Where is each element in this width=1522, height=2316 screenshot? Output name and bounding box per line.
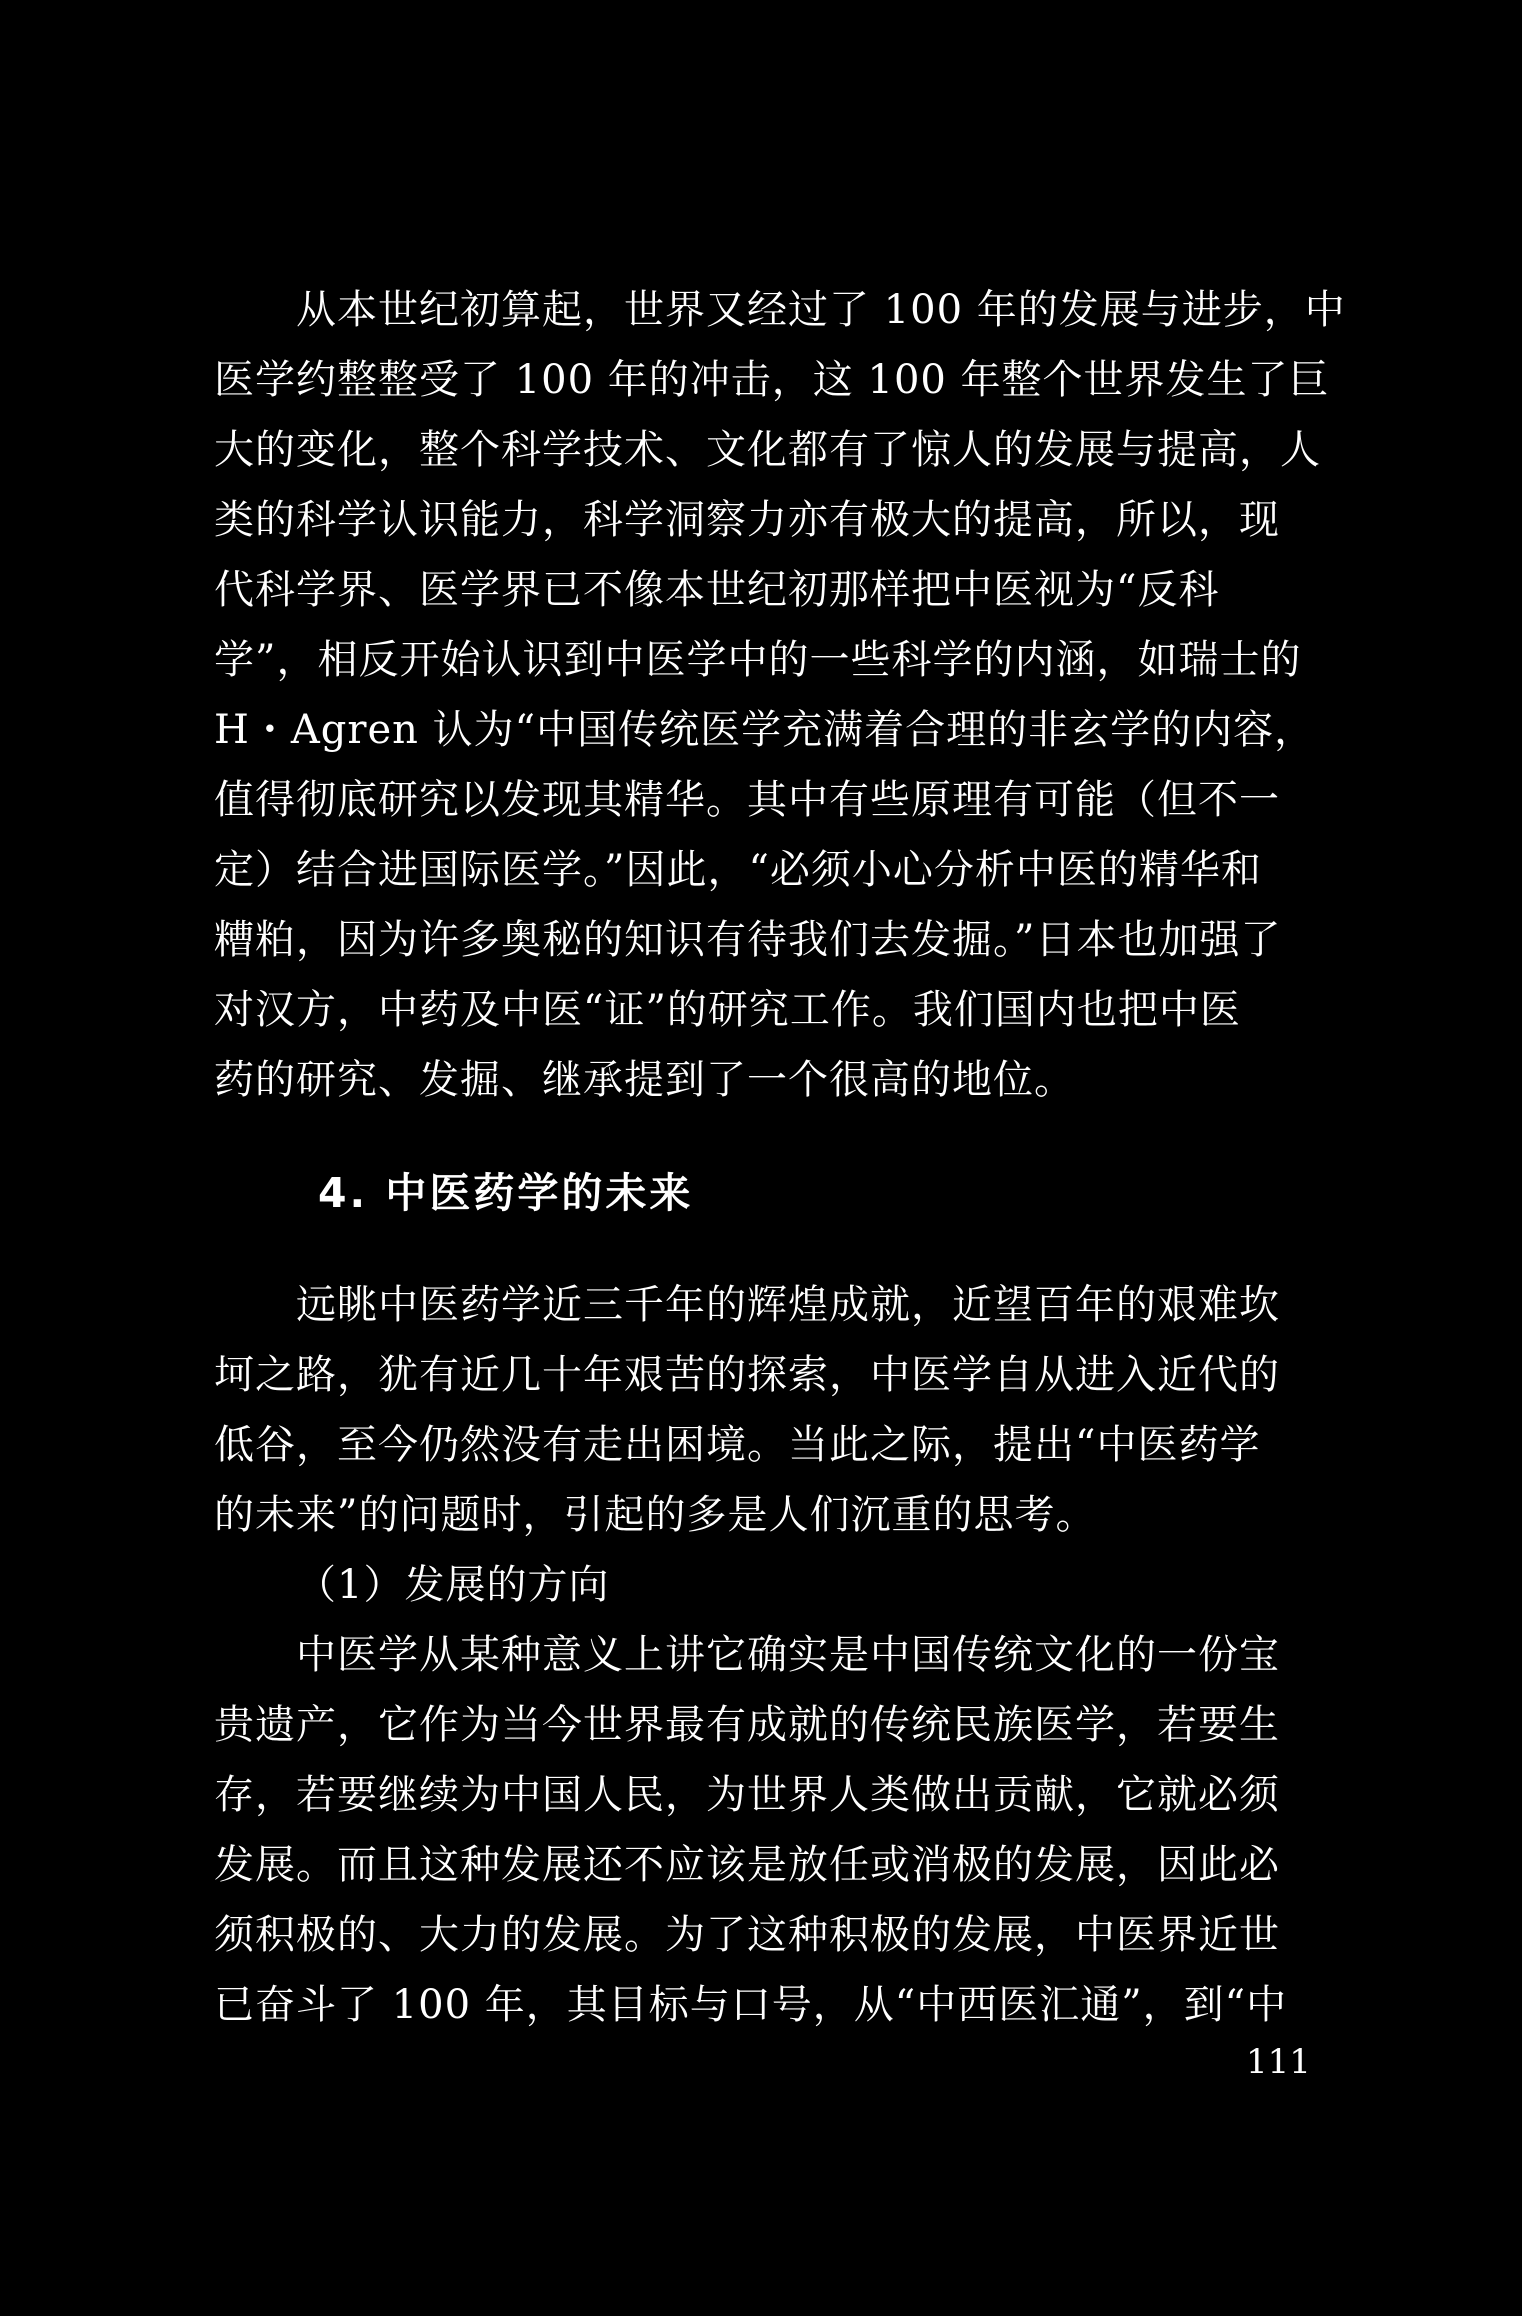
- text-line: 发展。而且这种发展还不应该是放任或消极的发展，因此必: [214, 1842, 1280, 1888]
- text-line: 值得彻底研究以发现其精华。其中有些原理有可能（但不一: [214, 777, 1280, 823]
- text-line: 学”，相反开始认识到中医学中的一些科学的内涵，如瑞士的: [214, 637, 1302, 683]
- text-line: H・Agren 认为“中国传统医学充满着合理的非玄学的内容，: [214, 707, 1316, 753]
- section-heading: 4. 中医药学的未来: [318, 1169, 694, 1217]
- text-line: 低谷，至今仍然没有走出困境。当此之际，提出“中医药学: [214, 1422, 1261, 1468]
- text-line: 医学约整整受了 100 年的冲击，这 100 年整个世界发生了巨: [214, 357, 1330, 403]
- subheading: （1）发展的方向: [296, 1562, 610, 1608]
- page-number: 111: [1246, 2042, 1311, 2082]
- text-line: 存，若要继续为中国人民，为世界人类做出贡献，它就必须: [214, 1772, 1280, 1818]
- text-line: 须积极的、大力的发展。为了这种积极的发展，中医界近世: [214, 1912, 1280, 1958]
- text-line: 已奋斗了 100 年，其目标与口号，从“中西医汇通”，到“中: [214, 1982, 1288, 2028]
- text-line: 贵遗产，它作为当今世界最有成就的传统民族医学，若要生: [214, 1702, 1280, 1748]
- text-line: 类的科学认识能力，科学洞察力亦有极大的提高，所以，现: [214, 497, 1280, 543]
- text-line: 定）结合进国际医学。”因此，“必须小心分析中医的精华和: [214, 847, 1262, 893]
- paragraph-modern-impact: [214, 275, 1346, 1115]
- paragraph-future: [214, 1270, 1340, 2040]
- text-line: 代科学界、医学界已不像本世纪初那样把中医视为“反科: [214, 567, 1220, 613]
- text-line: 坷之路，犹有近几十年艰苦的探索，中医学自从进入近代的: [214, 1352, 1280, 1398]
- text-line: 从本世纪初算起，世界又经过了 100 年的发展与进步，中: [296, 287, 1346, 333]
- text-line: 中医学从某种意义上讲它确实是中国传统文化的一份宝: [296, 1632, 1280, 1678]
- text-line: 的未来”的问题时，引起的多是人们沉重的思考。: [214, 1492, 1097, 1538]
- text-line: 远眺中医药学近三千年的辉煌成就，近望百年的艰难坎: [296, 1282, 1280, 1328]
- text-line: 大的变化，整个科学技术、文化都有了惊人的发展与提高，人: [214, 427, 1321, 473]
- text-line: 对汉方，中药及中医“证”的研究工作。我们国内也把中医: [214, 987, 1241, 1033]
- text-line: 糟粕，因为许多奥秘的知识有待我们去发掘。”日本也加强了: [214, 917, 1282, 963]
- text-line: 药的研究、发掘、继承提到了一个很高的地位。: [214, 1057, 1075, 1103]
